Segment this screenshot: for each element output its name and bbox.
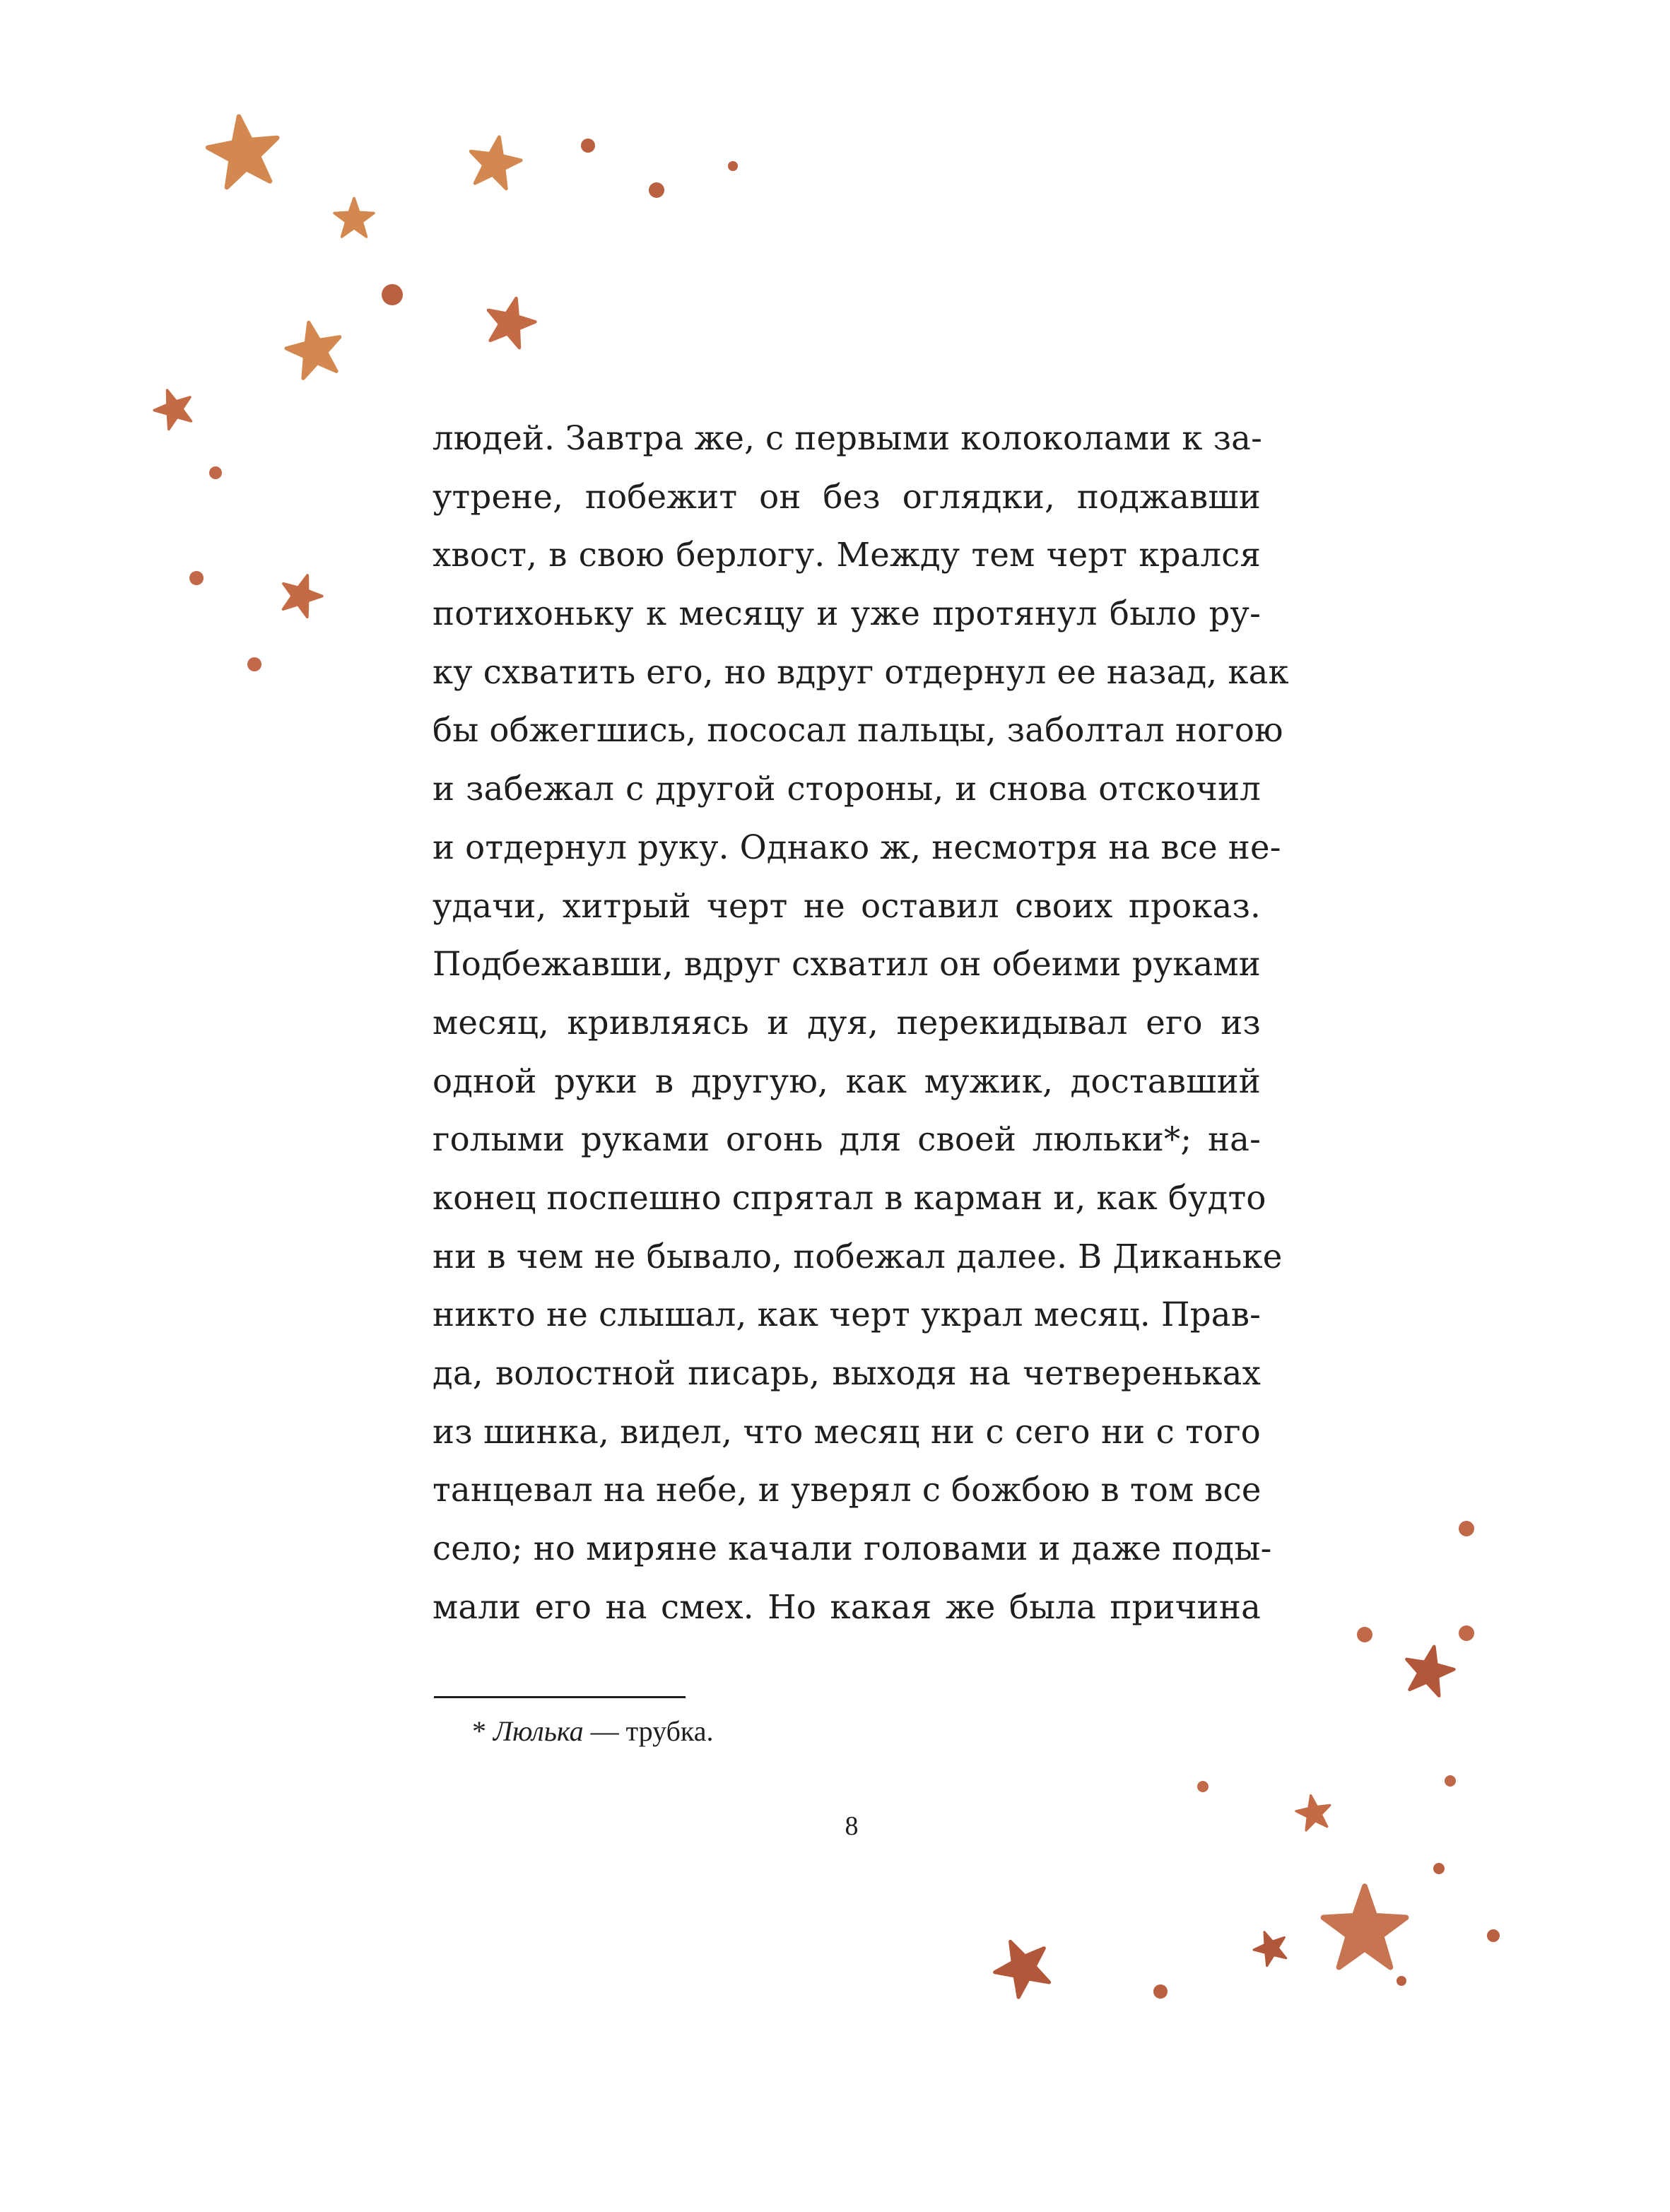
text-line: людей. Завтра же, с первыми колоколами к за- — [433, 419, 1262, 457]
dot-icon — [1197, 1781, 1209, 1792]
dot-icon — [1445, 1775, 1456, 1787]
footnote-divider — [434, 1696, 686, 1698]
star-icon — [332, 196, 376, 240]
dot-icon — [649, 182, 664, 198]
star-icon — [462, 130, 528, 196]
star-icon — [1397, 1639, 1461, 1702]
body-text — [433, 417, 1289, 1644]
footnote-definition: трубка. — [625, 1715, 714, 1747]
text-line: и отдернул руку. Однако ж, несмотря на все не- — [433, 828, 1281, 866]
star-icon — [982, 1926, 1064, 2008]
star-icon — [147, 382, 201, 436]
text-line: потихоньку к месяцу и уже протянул было ру- — [433, 594, 1261, 633]
footnote-term: Люлька — [493, 1715, 584, 1747]
dot-icon — [247, 657, 261, 671]
dot-icon — [728, 161, 738, 171]
dot-icon — [209, 466, 222, 479]
footnote — [472, 1714, 714, 1749]
dot-icon — [1487, 1929, 1500, 1942]
text-line: месяц, кривляясь и дуя, перекидывал его из — [433, 1003, 1261, 1042]
text-line: танцевал на небе, и уверял с божбою в том все — [433, 1471, 1262, 1510]
text-line: из шинка, видел, что месяц ни с сего ни с того — [433, 1412, 1261, 1451]
text-line: утрене, побежит он без оглядки, поджавши — [433, 477, 1261, 516]
text-line: Подбежавши, вдруг схватил он обеими руками — [433, 945, 1261, 984]
page-number: 8 — [845, 1811, 859, 1841]
star-icon — [278, 314, 351, 386]
text-line: одной руки в другую, как мужик, доставший — [433, 1061, 1261, 1100]
text-line: ни в чем не бывало, побежал далее. В Диканьке — [433, 1237, 1283, 1276]
dot-icon — [189, 571, 204, 585]
dot-icon — [1433, 1863, 1445, 1874]
dot-icon — [581, 139, 595, 153]
text-line: бы обжегшись, пососал пальцы, заболтал ногою — [433, 711, 1283, 750]
dot-icon — [1357, 1627, 1372, 1642]
dot-icon — [1396, 1976, 1406, 1986]
footnote-marker: * — [472, 1715, 486, 1747]
star-icon — [273, 567, 330, 624]
text-line: никто не слышал, как черт украл месяц. Прав- — [433, 1295, 1261, 1334]
text-line: да, волостной писарь, выходя на четвереньках — [433, 1354, 1261, 1392]
star-icon — [1319, 1883, 1411, 1975]
dot-icon — [1459, 1521, 1474, 1536]
text-line: село; но миряне качали головами и даже поды- — [433, 1529, 1272, 1568]
star-icon — [1292, 1791, 1336, 1835]
text-line: удачи, хитрый черт не оставил своих проказ. — [433, 886, 1261, 925]
dot-icon — [1459, 1625, 1474, 1641]
text-line: и забежал с другой стороны, и снова отскочил — [433, 770, 1261, 808]
text-line: хвост, в свою берлогу. Между тем черт крался — [433, 536, 1261, 575]
star-icon — [1247, 1924, 1295, 1972]
dot-icon — [1153, 1984, 1168, 1999]
star-icon — [478, 290, 543, 355]
text-line: мали его на смех. Но какая же была причина — [433, 1587, 1261, 1626]
footnote-dash: — — [590, 1715, 619, 1747]
text-line: голыми руками огонь для своей люльки*; на- — [433, 1120, 1261, 1159]
text-line: конец поспешно спрятал в карман и, как будто — [433, 1178, 1266, 1217]
star-icon — [200, 108, 288, 196]
dot-icon — [382, 284, 403, 305]
text-line: ку схватить его, но вдруг отдернул ее назад, как — [433, 652, 1289, 691]
